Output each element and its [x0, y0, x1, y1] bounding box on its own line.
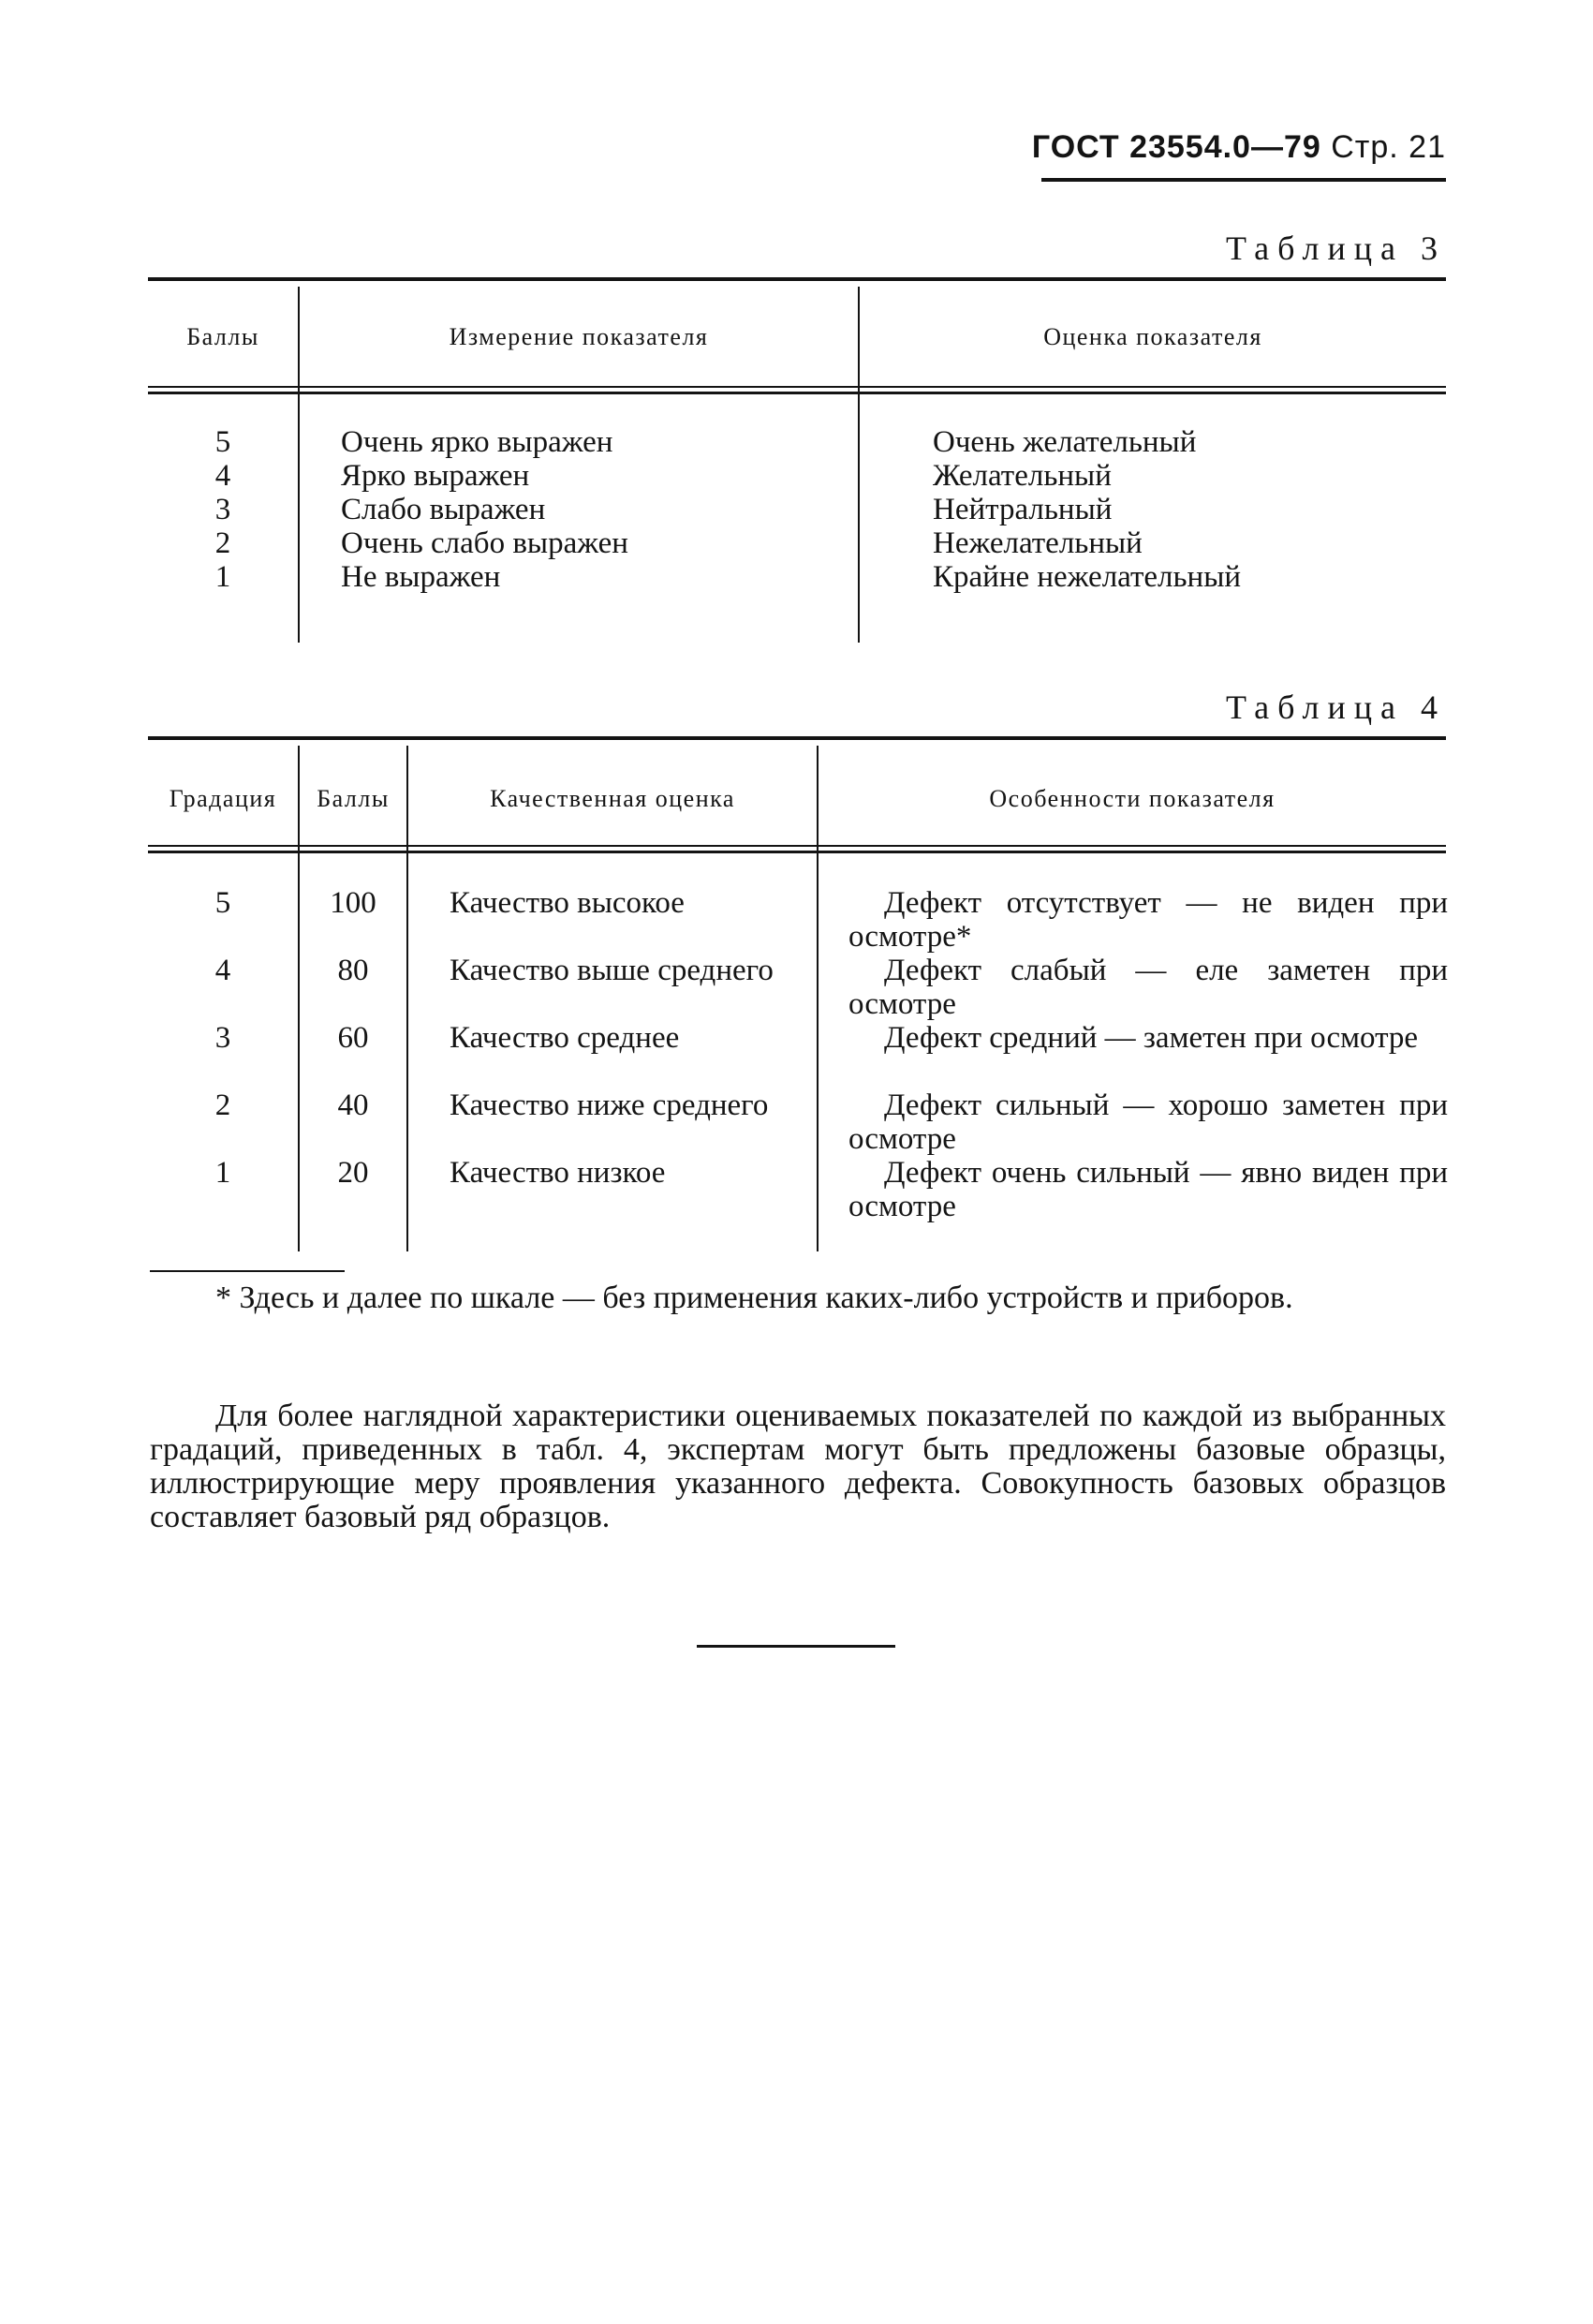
table3-header-rule-double	[148, 392, 1446, 394]
body-paragraph: Для более наглядной характеристики оцениваемых показателей по каждой из выбранных градаций, приведенных в табл. 4, экспертам могут быть предложены базовые образцы, иллюстрирующие меру проявления указанного дефекта. Совокупность базовых образцов составляет базовый ряд образцов.	[150, 1399, 1446, 1534]
table3-score: 3	[214, 493, 231, 526]
table3-caption: Таблица 3	[1226, 229, 1446, 267]
table4-top-rule	[148, 736, 1446, 740]
table4-grade: 4	[214, 954, 231, 987]
table3-measure: Очень ярко выражен	[341, 425, 613, 459]
table3-top-rule	[148, 277, 1446, 281]
table3-header-rule	[148, 386, 1446, 388]
table3-measure: Не выражен	[341, 560, 501, 594]
table4-quality: Качество ниже среднего	[450, 1088, 769, 1122]
table4-header-feature: Особенности показателя	[989, 785, 1276, 812]
table4-points: 80	[337, 954, 369, 987]
table4-header-points: Баллы	[317, 785, 390, 812]
table4-quality: Качество выше среднего	[450, 954, 774, 987]
table4-quality: Качество среднее	[450, 1021, 680, 1055]
table3-score: 5	[214, 425, 231, 459]
table4-grade: 3	[214, 1021, 231, 1055]
table4-points: 100	[330, 886, 376, 920]
page-label: Стр. 21	[1331, 129, 1446, 165]
table4-grade: 1	[214, 1156, 231, 1190]
table3-score: 1	[214, 560, 231, 594]
table4-header-quality: Качественная оценка	[490, 785, 735, 812]
table3-score: 2	[214, 526, 231, 560]
table4-header-rule	[148, 845, 1446, 847]
table4-quality: Качество низкое	[450, 1156, 666, 1190]
page-header	[1031, 120, 1446, 187]
header-text	[1032, 129, 1446, 166]
table4-header-grade: Градация	[169, 785, 277, 812]
end-rule	[697, 1645, 895, 1648]
table4-feature: Дефект отсутствует — не виден при осмотре*	[848, 886, 1448, 954]
table4-grade: 2	[214, 1088, 231, 1122]
table3-assessment: Очень желательный	[933, 425, 1197, 459]
table3-measure: Очень слабо выражен	[341, 526, 628, 560]
table4-points: 60	[337, 1021, 369, 1055]
table4-points: 40	[337, 1088, 369, 1122]
table4-feature: Дефект очень сильный — явно виден при осмотре	[848, 1156, 1448, 1223]
table4-col-divider	[817, 746, 819, 1251]
table3-header-measure: Измерение показателя	[449, 323, 709, 350]
table3-measure: Слабо выражен	[341, 493, 546, 526]
table4-col-divider	[298, 746, 300, 1251]
table3-assessment: Желательный	[933, 459, 1112, 493]
table4-feature: Дефект сильный — хорошо заметен при осмотре	[848, 1088, 1448, 1156]
table4-feature: Дефект слабый — еле заметен при осмотре	[848, 954, 1448, 1021]
table4-header-rule-double	[148, 851, 1446, 853]
table3-score: 4	[214, 459, 231, 493]
table4-quality: Качество высокое	[450, 886, 685, 920]
table4-grade: 5	[214, 886, 231, 920]
footnote: * Здесь и далее по шкале — без применения каких-либо устройств и приборов.	[215, 1280, 1293, 1315]
table4-caption: Таблица 4	[1226, 688, 1446, 726]
doc-code: ГОСТ 23554.0—79	[1031, 129, 1321, 165]
table3-assessment: Крайне нежелательный	[933, 560, 1242, 594]
table3-header-assessment: Оценка показателя	[1043, 323, 1262, 350]
footnote-rule	[150, 1270, 345, 1272]
table4-points: 20	[337, 1156, 369, 1190]
header-rule	[1041, 178, 1446, 182]
table4-feature: Дефект средний — заметен при осмотре	[884, 1021, 1419, 1055]
table3-header-score: Баллы	[186, 323, 259, 350]
table3-assessment: Нейтральный	[933, 493, 1113, 526]
table3-assessment: Нежелательный	[933, 526, 1143, 560]
table4-col-divider	[406, 746, 408, 1251]
table3-measure: Ярко выражен	[341, 459, 530, 493]
